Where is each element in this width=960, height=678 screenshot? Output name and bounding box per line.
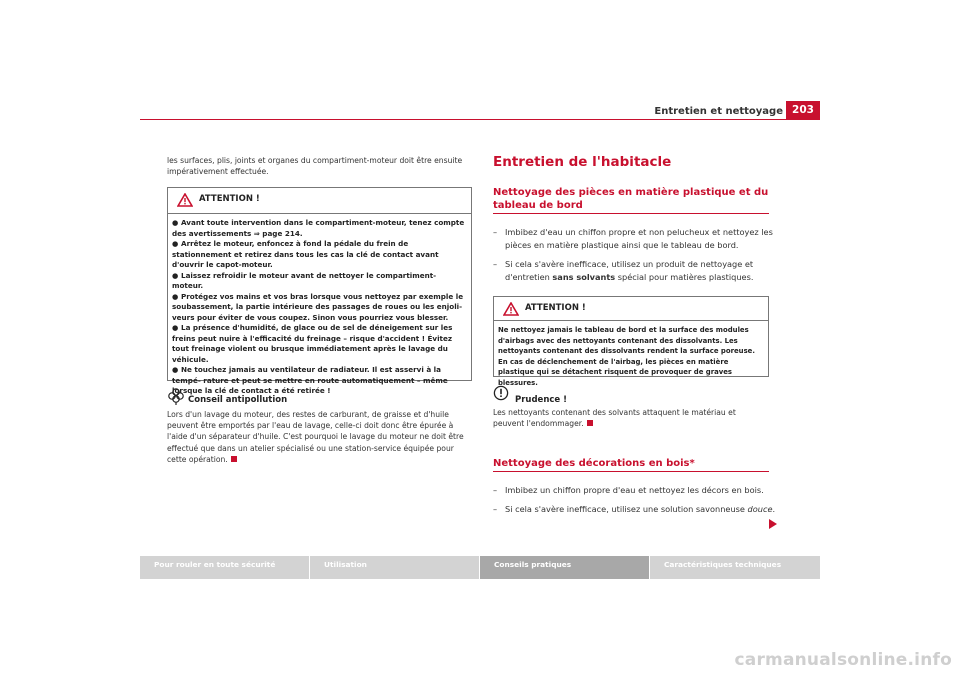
warning-item: ● La présence d'humidité, de glace ou de sel de déneigement sur les freins peut nuire à l'efficacité du freinage – risque d'accident ! Évitez tout freinage violent ou brusque immédiatement après le lavage du véhicule. <box>172 323 453 364</box>
warning-icon <box>177 193 193 207</box>
step-wood-1: – Imbibez un chiffon propre d'eau et nettoyez les décors en bois. <box>493 485 764 495</box>
caution-text: Les nettoyants contenant des solvants attaquent le matériau et peuvent l'endommager. <box>493 408 736 429</box>
caution-label: Prudence ! <box>515 395 568 405</box>
intro-paragraph: les surfaces, plis, joints et organes du compartiment-moteur doit être ensuite impérativement effectuée. <box>167 156 463 177</box>
warning-box-left <box>167 187 472 395</box>
warning-label: ATTENTION ! <box>199 194 260 204</box>
watermark: carmanualsonline.info <box>734 650 952 670</box>
running-header-title: Entretien et nettoyage <box>654 106 783 117</box>
warning-item: ● Laissez refroidir le moteur avant de nettoyer le compartiment-moteur. <box>172 270 437 290</box>
continue-arrow-icon <box>768 518 778 530</box>
subsection-rule <box>493 471 769 472</box>
eco-leaf-icon <box>167 387 185 405</box>
eco-note-text: Lors d'un lavage du moteur, des restes de carburant, de graisse et d'huile peuvent être emportés par l'eau de lavage, celle-ci doit donc être épurée à l'aide d'un séparateur d'huile. C'est pourquoi le lavage du moteur ne doit être effectué que dans un atelier spécialisé ou une station-service équipée pour cette opération. <box>167 410 464 464</box>
tab-operation[interactable]: Utilisation <box>310 556 479 579</box>
tab-technical-data[interactable]: Caractéristiques techniques <box>650 556 820 579</box>
warning-list <box>168 214 471 401</box>
warning-header <box>168 188 471 214</box>
warning-label: ATTENTION ! <box>525 303 586 313</box>
warning-item: ● Arrêtez le moteur, enfoncez à fond la pédale du frein de stationnement et retirez dans tous les cas la clé de contact avant d'ouvrir le capot-moteur. <box>172 239 439 269</box>
step-plastic-2: – Si cela s'avère inefficace, utilisez un produit de nettoyage et d'entretien sans solvants spécial pour matières plastiques. <box>493 259 754 282</box>
warning-icon <box>503 302 519 316</box>
caution-icon <box>493 385 509 401</box>
step-plastic-1: – Imbibez d'eau un chiffon propre et non pelucheux et nettoyez les pièces en matière plastique ainsi que le tableau de bord. <box>493 227 773 250</box>
warning-text: Ne nettoyez jamais le tableau de bord et la surface des modules d'airbags avec des nettoyants contenant des dissolvants. Les nettoyants contenant des dissolvants rendent la surface poreuse. En cas de déclenchement de l'airbag, les pièces en matière plastique qui se détachent risquent de provoquer de graves blessures. <box>498 326 755 387</box>
page-number: 203 <box>786 101 820 120</box>
warning-box-right <box>493 296 769 387</box>
section-end-mark <box>587 420 593 426</box>
warning-header <box>494 297 768 321</box>
tab-practical-tips[interactable]: Conseils pratiques <box>480 556 649 579</box>
section-title: Entretien de l'habitacle <box>493 154 672 170</box>
tab-safety[interactable]: Pour rouler en toute sécurité <box>140 556 309 579</box>
eco-note-label: Conseil antipollution <box>188 395 288 405</box>
section-end-mark <box>231 456 237 462</box>
subsection-rule <box>493 213 769 214</box>
warning-item: ● Ne touchez jamais au ventilateur de radiateur. Il est asservi à la tempé- rature et peut se mettre en route automatiquement – même lorsque la clé de contact a été retirée ! <box>172 365 448 395</box>
subsection-title-wood: Nettoyage des décorations en bois* <box>493 458 695 469</box>
step-wood-2: – Si cela s'avère inefficace, utilisez une solution savonneuse douce. <box>493 504 776 514</box>
warning-item: ● Avant toute intervention dans le compartiment-moteur, tenez compte des avertissements ⇒ page 214. <box>172 218 465 238</box>
warning-item: ● Protégez vos mains et vos bras lorsque vous nettoyez par exemple le soubassement, la partie intérieure des passages de roues ou les enjoli- veurs pour éviter de vous coupez. Sinon vous pourriez vous blesser. <box>172 291 464 322</box>
subsection-title-plastic: Nettoyage des pièces en matière plastique et du tableau de bord <box>493 187 769 211</box>
header-rule <box>140 119 820 120</box>
